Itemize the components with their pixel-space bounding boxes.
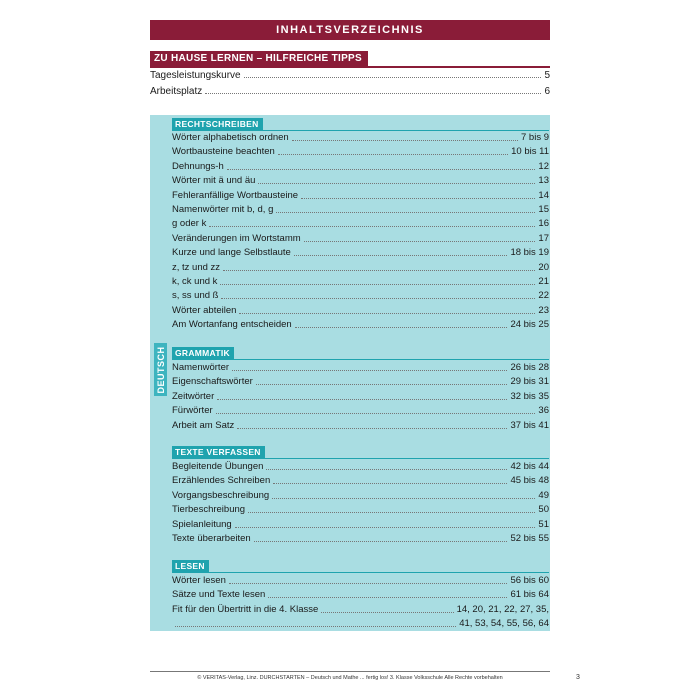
home-section-rule <box>150 66 550 68</box>
toc-entry[interactable] <box>172 189 549 202</box>
toc-entry[interactable] <box>172 174 549 187</box>
entry-page: 50 <box>538 504 549 516</box>
entry-label: Tierbeschreibung <box>172 504 246 516</box>
dot-leader <box>248 512 535 513</box>
dot-leader <box>258 183 535 184</box>
toc-entry[interactable] <box>172 518 549 531</box>
entry-page: 23 <box>538 304 549 316</box>
entry-label: Wörter alphabetisch ordnen <box>172 132 289 143</box>
entry-page: 36 <box>538 405 549 417</box>
dot-leader <box>292 140 518 141</box>
entry-page: 42 bis 44 <box>510 461 549 472</box>
toc-entry[interactable] <box>172 503 549 516</box>
entry-label: Eigenschaftswörter <box>172 376 253 388</box>
dot-leader <box>205 93 541 94</box>
entry-page: 51 <box>538 518 549 530</box>
dot-leader <box>254 541 508 542</box>
dot-leader <box>239 313 535 314</box>
dot-leader <box>268 597 507 598</box>
dot-leader <box>276 212 535 213</box>
dot-leader <box>221 298 535 299</box>
entry-label: Namenwörter <box>172 362 230 373</box>
entry-label: Dehnungs-h <box>172 160 224 172</box>
toc-entry[interactable] <box>172 419 549 432</box>
entry-label: Wörter abteilen <box>172 304 237 316</box>
toc-banner: INHALTSVERZEICHNIS <box>150 20 550 40</box>
toc-entry[interactable] <box>172 588 549 601</box>
entry-page: 14, 20, 21, 22, 27, 35, <box>456 603 549 615</box>
section-title: LESEN <box>172 560 209 572</box>
entry-page: 24 bis 25 <box>510 319 549 331</box>
entry-page: 56 bis 60 <box>510 575 549 586</box>
dot-leader <box>301 198 535 199</box>
toc-entry[interactable] <box>172 375 549 388</box>
entry-page: 7 bis 9 <box>521 132 549 143</box>
entry-label: k, ck und k <box>172 276 218 287</box>
entry-label: Wortbausteine beachten <box>172 146 275 158</box>
entry-page: 10 bis 11 <box>511 146 549 158</box>
dot-leader <box>209 226 535 227</box>
entry-label: Arbeit am Satz <box>172 419 235 431</box>
entry-label: s, ss und ß <box>172 290 219 302</box>
dot-leader <box>295 327 508 328</box>
dot-leader <box>278 154 508 155</box>
dot-leader <box>266 469 507 470</box>
dot-leader <box>294 255 508 256</box>
entry-page: 20 <box>538 261 549 273</box>
toc-entry[interactable] <box>172 160 549 173</box>
entry-label: Arbeitsplatz <box>150 86 203 97</box>
toc-entry[interactable] <box>172 261 549 274</box>
toc-entry[interactable] <box>172 617 549 630</box>
dot-leader <box>175 626 456 627</box>
dot-leader <box>237 428 507 429</box>
entry-page: 37 bis 41 <box>510 419 549 431</box>
entry-label: Texte überarbeiten <box>172 533 251 544</box>
entry-page: 29 bis 31 <box>510 376 549 388</box>
entry-label: Sätze und Texte lesen <box>172 589 266 601</box>
toc-entry[interactable] <box>172 489 549 502</box>
dot-leader <box>235 527 536 528</box>
toc-entry[interactable] <box>172 361 549 374</box>
entry-page: 17 <box>538 232 549 244</box>
toc-entry[interactable] <box>172 474 549 487</box>
entry-label: Vorgangsbeschreibung <box>172 489 270 501</box>
entry-label: Tagesleistungskurve <box>150 70 241 81</box>
toc-entry[interactable] <box>150 70 550 81</box>
toc-entry[interactable] <box>172 246 549 259</box>
entry-page: 45 bis 48 <box>510 475 549 487</box>
section-rule <box>172 572 549 573</box>
dot-leader <box>304 241 536 242</box>
dot-leader <box>227 169 536 170</box>
entry-page: 61 bis 64 <box>510 589 549 601</box>
entry-label: Namenwörter mit b, d, g <box>172 204 274 215</box>
dot-leader <box>321 612 453 613</box>
home-section-title: ZU HAUSE LERNEN – HILFREICHE TIPPS <box>150 51 368 66</box>
toc-entry[interactable] <box>172 603 549 616</box>
dot-leader <box>216 413 536 414</box>
dot-leader <box>272 498 535 499</box>
entry-page: 15 <box>538 204 549 215</box>
entry-page: 52 bis 55 <box>510 533 549 544</box>
dot-leader <box>223 270 535 271</box>
entry-page: 12 <box>538 160 549 172</box>
section-title: GRAMMATIK <box>172 347 234 359</box>
dot-leader <box>256 384 508 385</box>
dot-leader <box>273 483 507 484</box>
entry-page: 16 <box>538 218 549 230</box>
entry-label: Fürwörter <box>172 405 213 417</box>
entry-label: Kurze und lange Selbstlaute <box>172 247 291 259</box>
section-rule <box>172 359 549 360</box>
dot-leader <box>229 583 508 584</box>
entry-label: Erzählendes Schreiben <box>172 475 271 487</box>
toc-entry[interactable] <box>172 318 549 331</box>
footer-copyright: © VERITAS-Verlag, Linz. DURCHSTARTEN – Deutsch und Mathe ... fertig los! 3. Klasse Volksschule Alle Rechte vorbehalten <box>197 675 503 681</box>
entry-label: Spielanleitung <box>172 518 232 530</box>
toc-entry[interactable] <box>172 232 549 245</box>
toc-entry[interactable] <box>172 275 549 288</box>
subject-tab-label: DEUTSCH <box>155 345 166 394</box>
section-title: TEXTE VERFASSEN <box>172 446 265 458</box>
page-number: 3 <box>576 674 580 681</box>
entry-label: z, tz und zz <box>172 261 221 273</box>
entry-page: 21 <box>538 276 549 287</box>
entry-label: Am Wortanfang entscheiden <box>172 319 292 331</box>
toc-entry[interactable] <box>172 532 549 545</box>
entry-label: Wörter mit ä und äu <box>172 175 256 187</box>
toc-entry[interactable] <box>150 86 550 97</box>
dot-leader <box>244 77 542 78</box>
toc-entry[interactable] <box>172 131 549 144</box>
entry-page: 6 <box>544 86 550 97</box>
subject-tab-deutsch <box>154 343 167 396</box>
toc-entry[interactable] <box>172 203 549 216</box>
entry-label: Wörter lesen <box>172 575 226 586</box>
entry-label: Fehleranfällige Wortbausteine <box>172 189 299 201</box>
dot-leader <box>217 399 507 400</box>
entry-page: 26 bis 28 <box>510 362 549 373</box>
toc-entry[interactable] <box>172 304 549 317</box>
toc-entry[interactable] <box>172 145 549 158</box>
toc-entry[interactable] <box>172 289 549 302</box>
toc-entry[interactable] <box>172 574 549 587</box>
toc-entry[interactable] <box>172 390 549 403</box>
footer-rule <box>150 671 550 672</box>
toc-entry[interactable] <box>172 460 549 473</box>
dot-leader <box>232 370 507 371</box>
entry-page: 18 bis 19 <box>510 247 549 259</box>
entry-page: 5 <box>544 70 550 81</box>
entry-label: Fit für den Übertritt in die 4. Klasse <box>172 603 319 615</box>
section-title: RECHTSCHREIBEN <box>172 118 263 130</box>
entry-label: g oder k <box>172 218 207 230</box>
toc-entry[interactable] <box>172 217 549 230</box>
entry-label: Veränderungen im Wortstamm <box>172 232 301 244</box>
entry-page: 13 <box>538 175 549 187</box>
entry-page: 41, 53, 54, 55, 56, 64 <box>459 618 549 630</box>
section-rule <box>172 458 549 459</box>
entry-page: 22 <box>538 290 549 302</box>
entry-page: 49 <box>538 489 549 501</box>
entry-label: Begleitende Übungen <box>172 461 264 472</box>
entry-page: 32 bis 35 <box>510 390 549 402</box>
entry-page: 14 <box>538 189 549 201</box>
dot-leader <box>220 284 535 285</box>
toc-entry[interactable] <box>172 404 549 417</box>
entry-label: Zeitwörter <box>172 390 215 402</box>
